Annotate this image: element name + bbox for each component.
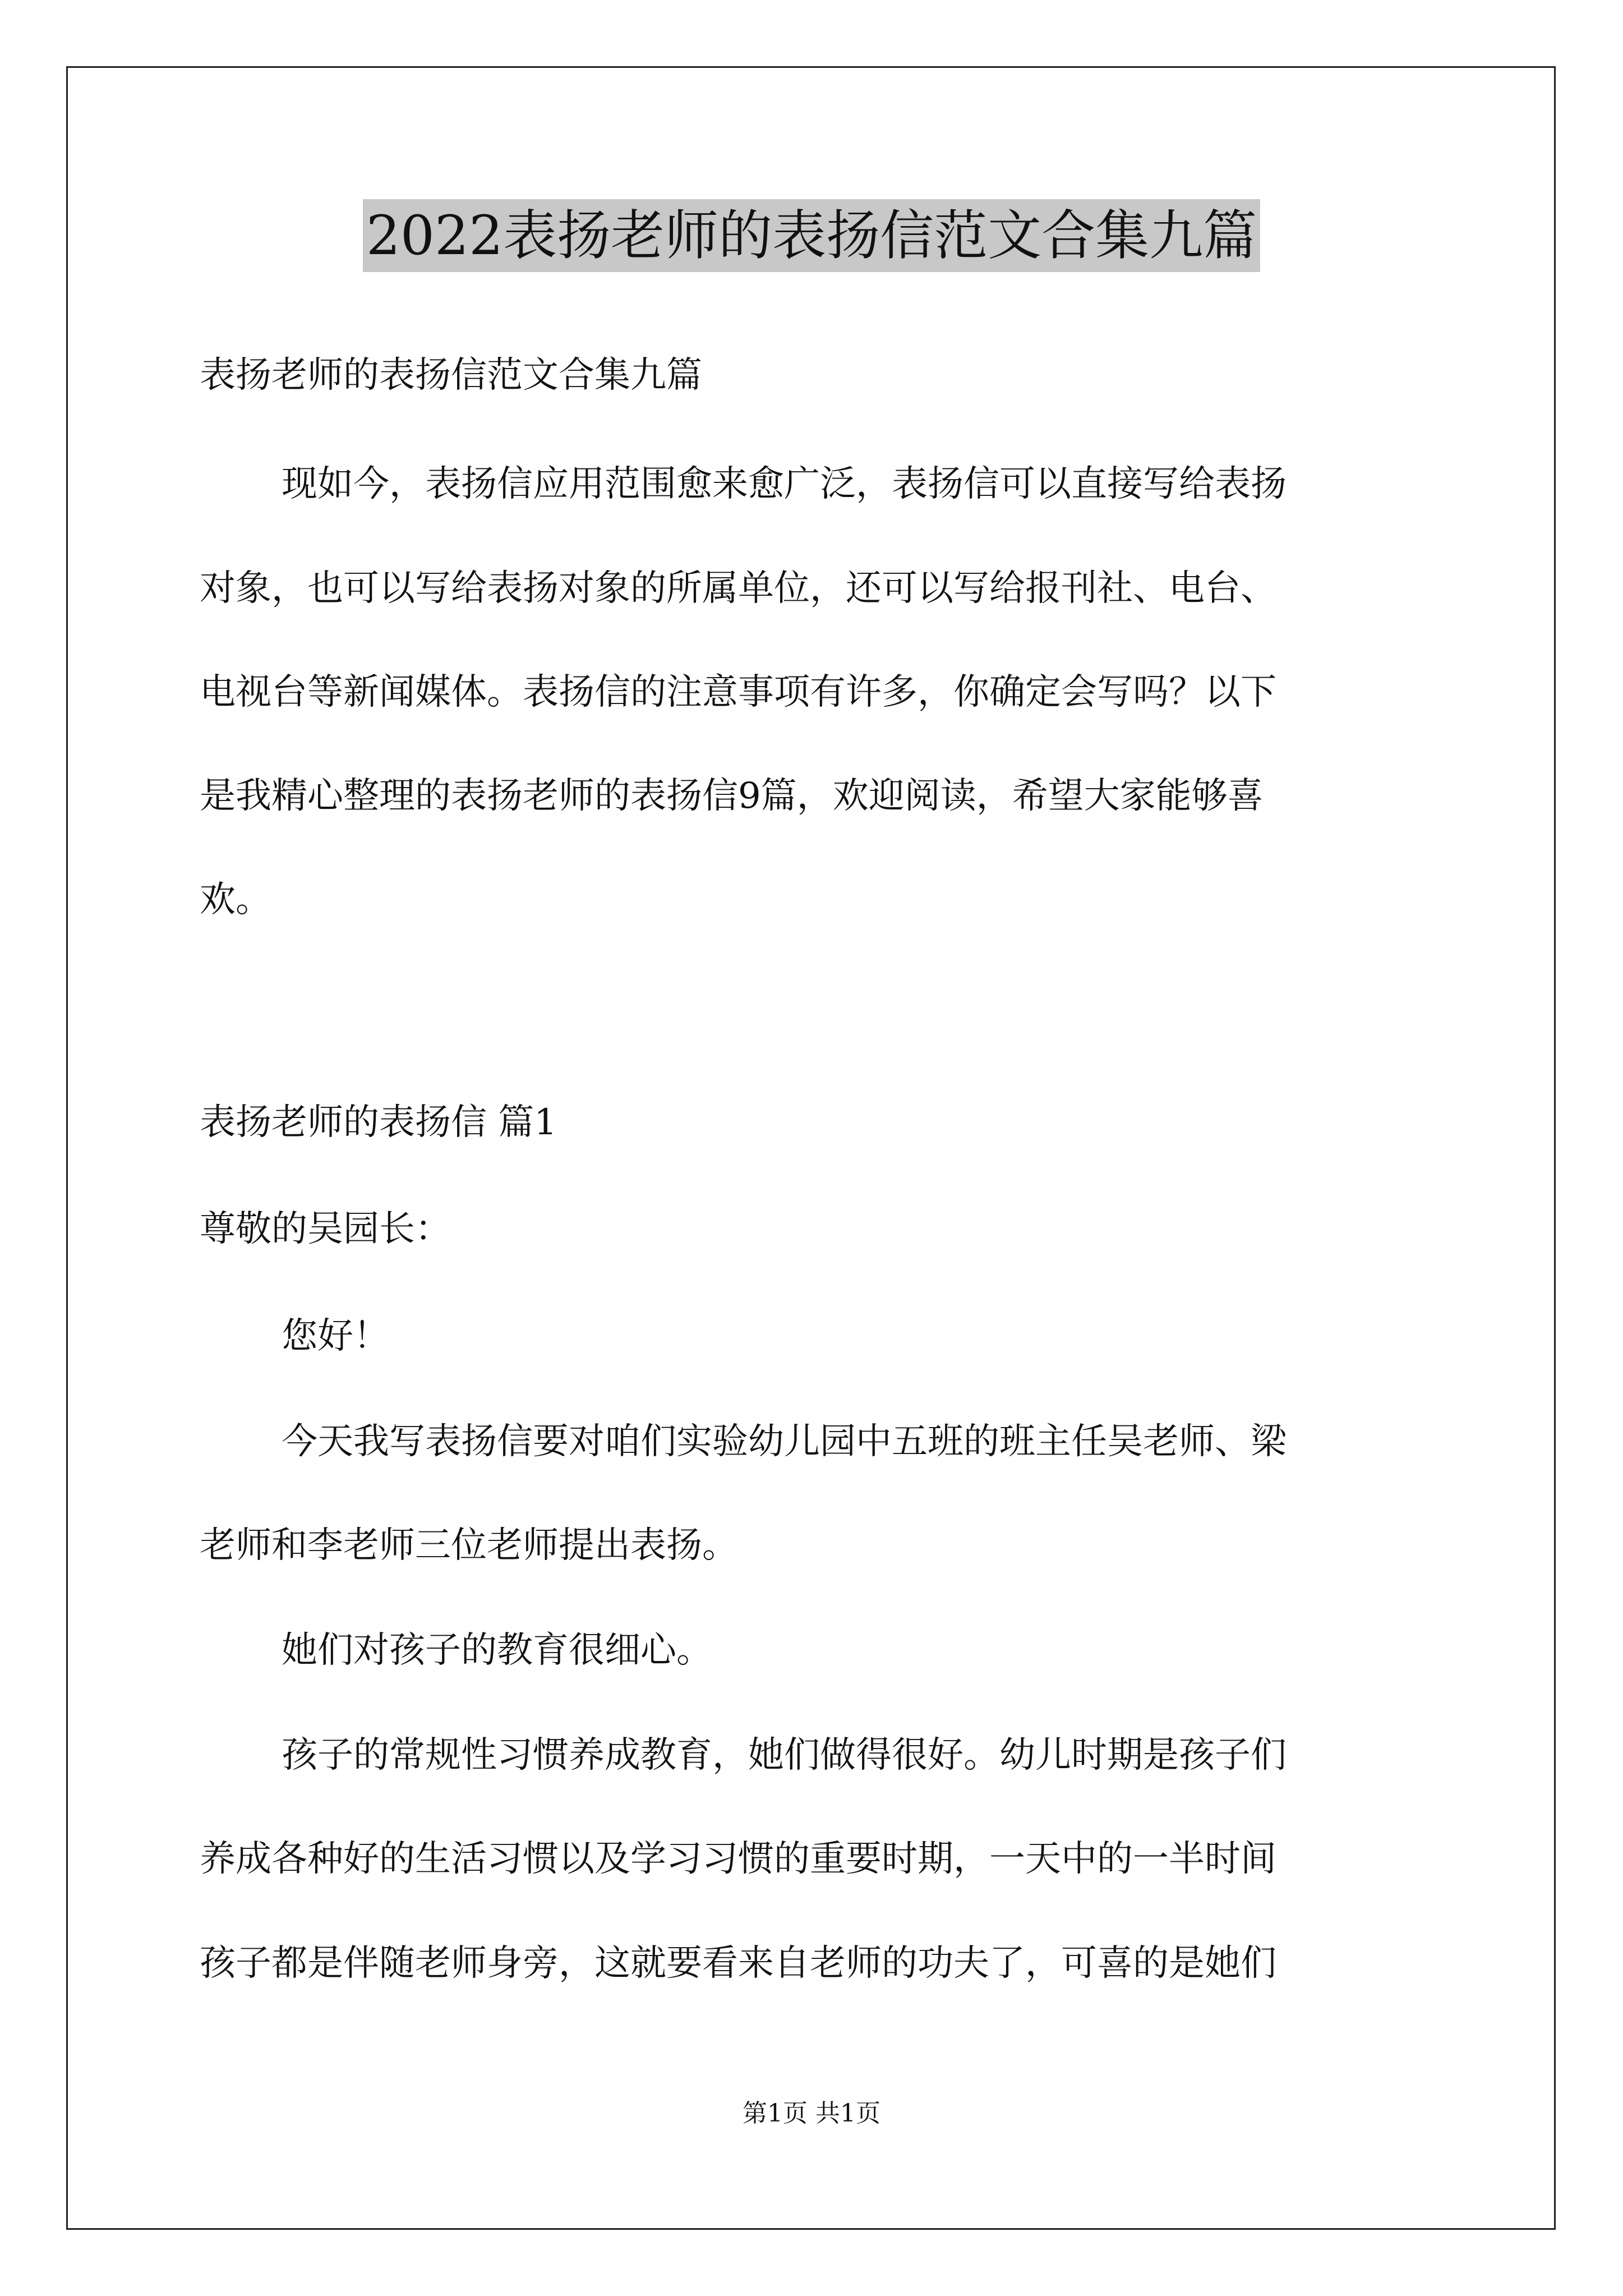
section-heading: 表扬老师的表扬信 篇1: [200, 1102, 557, 1143]
paragraph-line: 欢。: [200, 879, 271, 921]
paragraph-line: 孩子的常规性习惯养成教育，她们做得很好。幼儿时期是孩子们: [282, 1734, 1287, 1776]
paragraph-line: 今天我写表扬信要对咱们实验幼儿园中五班的班主任吴老师、梁: [282, 1421, 1287, 1462]
greeting: 您好！: [282, 1315, 389, 1357]
title-container: [0, 199, 1623, 272]
paragraph-line: 她们对孩子的教育很细心。: [282, 1630, 712, 1671]
paragraph-line: 是我精心整理的表扬老师的表扬信9篇，欢迎阅读，希望大家能够喜: [200, 775, 1264, 817]
paragraph-line: 孩子都是伴随老师身旁，这就要看来自老师的功夫了，可喜的是她们: [200, 1943, 1276, 1984]
subtitle-line: 表扬老师的表扬信范文合集九篇: [200, 355, 702, 396]
page-footer: 第1页 共1页: [743, 2099, 880, 2128]
paragraph-line: 养成各种好的生活习惯以及学习习惯的重要时期，一天中的一半时间: [200, 1838, 1276, 1880]
paragraph-line: 老师和李老师三位老师提出表扬。: [200, 1525, 738, 1566]
salutation: 尊敬的吴园长：: [200, 1208, 451, 1250]
paragraph-line: 现如今，表扬信应用范围愈来愈广泛，表扬信可以直接写给表扬: [282, 463, 1287, 505]
paragraph-line: 电视台等新闻媒体。表扬信的注意事项有许多，你确定会写吗？以下: [200, 671, 1276, 713]
document-title: 2022表扬老师的表扬信范文合集九篇: [363, 199, 1260, 272]
paragraph-line: 对象，也可以写给表扬对象的所属单位，还可以写给报刊社、电台、: [200, 568, 1276, 609]
